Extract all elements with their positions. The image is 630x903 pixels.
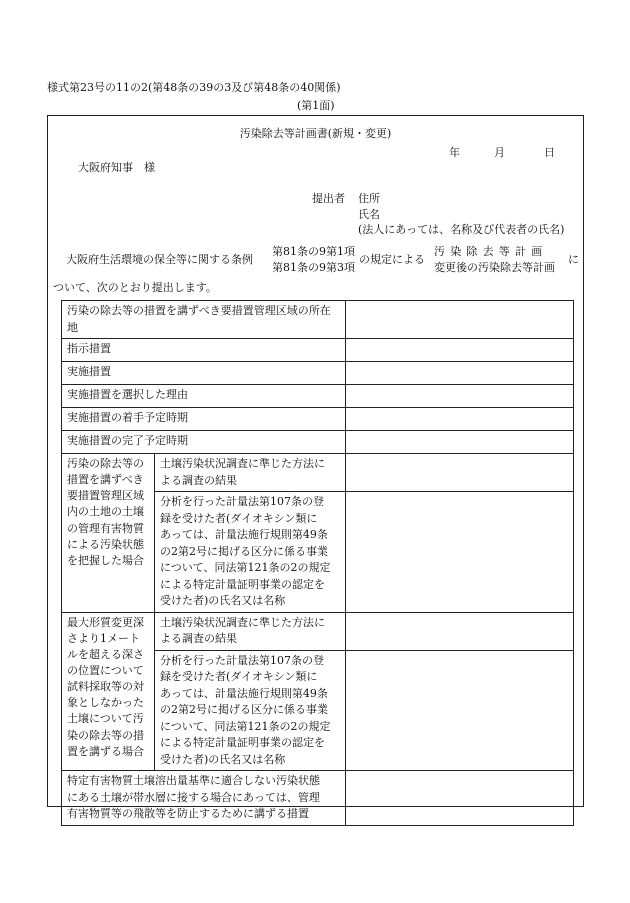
- group1-analyst-label: [155, 492, 346, 613]
- scatter-prevention-label: [62, 771, 346, 826]
- text-line: 受けた者)の氏名又は名称: [160, 752, 286, 766]
- table-row: [62, 771, 574, 826]
- text-line: 土壌汚染状況調査に準じた方法に: [160, 457, 325, 470]
- table-row: [62, 301, 574, 339]
- group1-survey-label: [155, 454, 346, 492]
- table-row: [62, 408, 574, 431]
- text-line: の2第2号に掲げる区分に係る事業: [160, 544, 328, 558]
- text-line: ルを超える深さ: [67, 647, 144, 661]
- start-schedule-value-cell[interactable]: [346, 408, 574, 431]
- group2-survey-value-cell[interactable]: [346, 612, 574, 650]
- text-line: を把握した場合: [67, 553, 144, 567]
- text-line: の位置について: [67, 663, 144, 677]
- group2-category-label: [62, 612, 155, 771]
- plan-type-option-1: 汚染除去等計画: [434, 245, 548, 258]
- table-row: [62, 339, 574, 362]
- form-number: 様式第23号の11の2(第48条の39の3及び第48条の40関係): [47, 81, 341, 94]
- group2-analyst-value-cell[interactable]: [346, 650, 574, 771]
- text-line: 録を受けた者(ダイオキシン類に: [160, 511, 318, 525]
- group2-survey-label: [155, 612, 346, 650]
- completion-schedule-value-cell[interactable]: [346, 431, 574, 454]
- form-title: 汚染除去等計画書(新規・変更): [239, 127, 392, 140]
- text-line: の管理有害物質: [67, 521, 144, 535]
- table-row: [62, 612, 574, 650]
- article-options: [272, 244, 355, 276]
- article-option-1: 第81条の9第1項: [272, 245, 355, 258]
- text-line: よる調査の結果: [160, 632, 237, 645]
- text-line: 特定有害物質土壌溶出量基準に適合しない汚染状態: [67, 774, 320, 787]
- instructed-measure-value-cell[interactable]: [346, 339, 574, 362]
- text-line: による汚染状態: [67, 537, 144, 551]
- group1-analyst-value-cell[interactable]: [346, 492, 574, 613]
- completion-schedule-label: 実施措置の完了予定時期: [62, 431, 346, 454]
- table-row: [62, 362, 574, 385]
- text-line: 分析を行った計量法第107条の登: [160, 653, 324, 667]
- sentence-continuation: ついて、次のとおり提出します。: [53, 281, 217, 294]
- text-line: 録を受けた者(ダイオキシン類に: [160, 670, 318, 683]
- text-line: よる調査の結果: [160, 473, 237, 487]
- text-line: について、同法第121条の2の規定: [160, 719, 331, 733]
- corporation-note: (法人にあっては、名称及び代表者の氏名): [358, 223, 565, 236]
- article-option-2: 第81条の9第3項: [272, 260, 355, 274]
- text-line: 染の除去等の措: [67, 728, 144, 742]
- text-line: 置を講ずる場合: [67, 744, 144, 758]
- location-value-cell[interactable]: [346, 301, 574, 339]
- name-label: 氏名: [358, 208, 380, 221]
- address-label: 住所: [358, 192, 380, 205]
- text-line: 受けた者)の氏名又は名称: [160, 594, 286, 607]
- group2-analyst-label: [155, 650, 346, 771]
- instructed-measure-label: 指示措置: [62, 339, 346, 362]
- table-row: [62, 385, 574, 408]
- text-line: 措置を講ずべき: [67, 473, 144, 487]
- selection-reason-value-cell[interactable]: [346, 385, 574, 408]
- date-year-label: 年: [449, 146, 460, 159]
- addressee: 大阪府知事 様: [78, 161, 155, 174]
- sentence-suffix: に: [568, 253, 579, 266]
- implemented-measure-label: 実施措置: [62, 362, 346, 385]
- text-line: 内の土地の土壌: [67, 505, 144, 519]
- date-month-label: 月: [494, 146, 505, 159]
- text-line: にある土壌が帯水層に接する場合にあっては、管理: [67, 790, 320, 804]
- text-line: 土壌汚染状況調査に準じた方法に: [160, 615, 325, 629]
- ordinance-name: 大阪府生活環境の保全等に関する条例: [66, 253, 253, 266]
- text-line: 最大形質変更深: [67, 615, 144, 629]
- location-label: 汚染の除去等の措置を講ずべき要措置管理区域の所在地: [62, 301, 346, 339]
- text-line: 分析を行った計量法第107条の登: [160, 495, 324, 508]
- form-frame: [47, 115, 584, 820]
- plan-type-option-2: 変更後の汚染除去等計画: [434, 260, 555, 274]
- group1-survey-value-cell[interactable]: [346, 454, 574, 492]
- sentence-middle: の規定による: [359, 253, 425, 266]
- text-line: 有害物質等の飛散等を防止するために講ずる措置: [67, 807, 309, 820]
- implemented-measure-value-cell[interactable]: [346, 362, 574, 385]
- text-line: あっては、計量法施行規則第49条: [160, 686, 328, 700]
- table-row: [62, 454, 574, 492]
- text-line: による特定計量証明事業の認定を: [160, 577, 325, 591]
- plan-type-options: [434, 244, 555, 276]
- start-schedule-label: 実施措置の着手予定時期: [62, 408, 346, 431]
- date-day-label: 日: [544, 146, 555, 159]
- table-row: [62, 431, 574, 454]
- text-line: の2第2号に掲げる区分に係る事業: [160, 703, 328, 716]
- selection-reason-label: 実施措置を選択した理由: [62, 385, 346, 408]
- text-line: 汚染の除去等の: [67, 457, 144, 470]
- text-line: さより1メート: [67, 631, 140, 645]
- text-line: について、同法第121条の2の規定: [160, 561, 331, 574]
- submitter-label: 提出者: [312, 192, 345, 205]
- group1-category-label: [62, 454, 155, 613]
- text-line: 土壌について汚: [67, 712, 144, 726]
- text-line: あっては、計量法施行規則第49条: [160, 528, 328, 541]
- text-line: による特定計量証明事業の認定を: [160, 736, 325, 749]
- scatter-prevention-value-cell[interactable]: [346, 771, 574, 826]
- text-line: 要措置管理区域: [67, 489, 144, 503]
- text-line: 象としなかった: [67, 696, 144, 710]
- page-label: (第1面): [297, 99, 335, 112]
- plan-table: [61, 300, 574, 826]
- text-line: 試料採取等の対: [67, 680, 144, 694]
